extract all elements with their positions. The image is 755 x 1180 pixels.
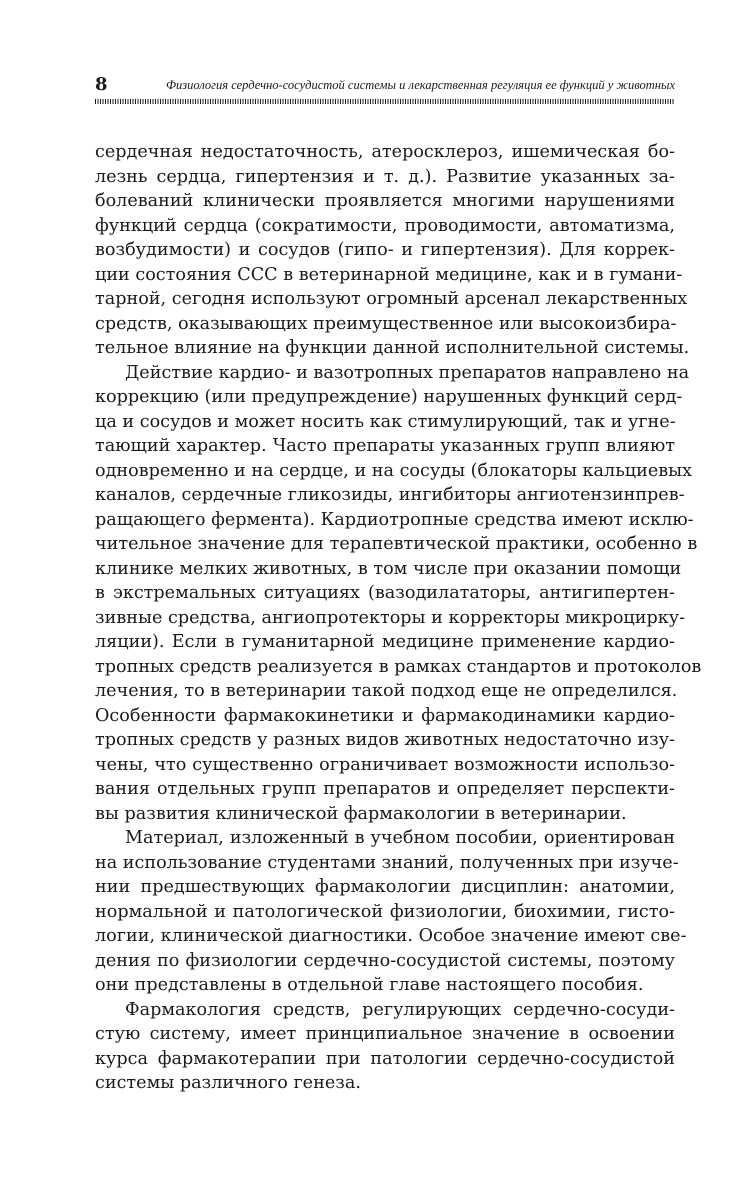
text-line: нормальной и патологической физиологии, биохимии, гисто- xyxy=(95,901,675,922)
text-line: вания отдельных групп препаратов и определяет перспекти- xyxy=(95,779,675,799)
paragraph-3 xyxy=(95,826,687,998)
text-line: в экстремальных ситуациях (вазодилататоры, антигипертен- xyxy=(95,583,675,603)
text-line: лезнь сердца, гипертензия и т. д.). Развитие указанных за- xyxy=(95,166,675,187)
text-line: коррекцию (или предупреждение) нарушенных функций серд- xyxy=(95,387,683,407)
text-line: каналов, сердечные гликозиды, ингибиторы ангиотензинпрев- xyxy=(95,485,685,505)
text-line: стую систему, имеет принципиальное значение в освоении xyxy=(95,1024,675,1044)
text-line: вы развития клинической фармакологии в ветеринарии. xyxy=(95,803,627,824)
page-number: 8 xyxy=(95,74,108,95)
text-line: лечения, то в ветеринарии такой подход еще не определился. xyxy=(95,681,678,701)
text-line: тропных средств реализуется в рамках стандартов и протоколов xyxy=(95,656,702,677)
text-line: средств, оказывающих преимущественное или высокоизбира- xyxy=(95,313,677,334)
text-line: тельное влияние на функции данной исполнительной системы. xyxy=(95,338,690,358)
text-line: чены, что существенно ограничивает возможности использо- xyxy=(95,754,675,775)
text-line: тающий характер. Часто препараты указанных групп влияют xyxy=(95,436,675,456)
text-line: сердечная недостаточность, атеросклероз, ишемическая бо- xyxy=(95,142,675,162)
text-line: системы различного генеза. xyxy=(95,1073,361,1093)
text-line: нии предшествующих фармакологии дисциплин: анатомии, xyxy=(95,877,675,897)
text-line: они представлены в отдельной главе настоящего пособия. xyxy=(95,975,644,995)
text-line: тропных средств у разных видов животных недостаточно изу- xyxy=(95,730,675,750)
text-line: Материал, изложенный в учебном пособии, ориентирован xyxy=(125,828,675,848)
text-line: ляции). Если в гуманитарной медицине применение кардио- xyxy=(95,632,675,652)
text-line: курса фармакотерапии при патологии сердечно-сосудистой xyxy=(95,1048,675,1069)
text-line: клинике мелких животных, в том числе при оказании помощи xyxy=(95,558,682,579)
text-line: болеваний клинически проявляется многими нарушениями xyxy=(95,191,675,211)
text-line: на использование студентами знаний, полученных при изуче- xyxy=(95,852,679,873)
header-rule xyxy=(95,99,675,104)
text-line: функций сердца (сократимости, проводимости, автоматизма, xyxy=(95,215,675,236)
page-header xyxy=(95,74,675,104)
body-text xyxy=(95,140,702,1096)
text-line: ращающего фермента). Кардиотропные средства имеют исклю- xyxy=(95,509,694,530)
text-line: ца и сосудов и может носить как стимулирующий, так и угне- xyxy=(95,411,676,432)
text-line: дения по физиологии сердечно-сосудистой системы, поэтому xyxy=(95,950,675,971)
text-line: тарной, сегодня используют огромный арсенал лекарственных xyxy=(95,289,688,309)
paragraph-4 xyxy=(95,998,675,1096)
text-line: логии, клинической диагностики. Особое значение имеют све- xyxy=(95,926,687,946)
text-line: зивные средства, ангиопротекторы и корректоры микроцирку- xyxy=(95,607,686,628)
text-line: чительное значение для терапевтической практики, особенно в xyxy=(95,534,698,554)
paragraph-1 xyxy=(95,140,690,361)
text-line: ции состояния ССС в ветеринарной медицине, как и в гумани- xyxy=(95,264,683,285)
text-line: Действие кардио- и вазотропных препаратов направлено на xyxy=(125,362,690,383)
text-line: одновременно и на сердце, и на сосуды (блокаторы кальциевых xyxy=(95,460,693,481)
paragraph-2 xyxy=(95,361,702,827)
text-line: возбудимости) и сосудов (гипо- и гипертензия). Для коррек- xyxy=(95,240,675,260)
text-line: Фармакология средств, регулирующих сердечно-сосуди- xyxy=(125,999,675,1020)
running-title: Физиология сердечно-сосудистой системы и лекарственная регуляция ее функций у животных xyxy=(165,78,675,92)
text-line: Особенности фармакокинетики и фармакодинамики кардио- xyxy=(95,705,675,726)
